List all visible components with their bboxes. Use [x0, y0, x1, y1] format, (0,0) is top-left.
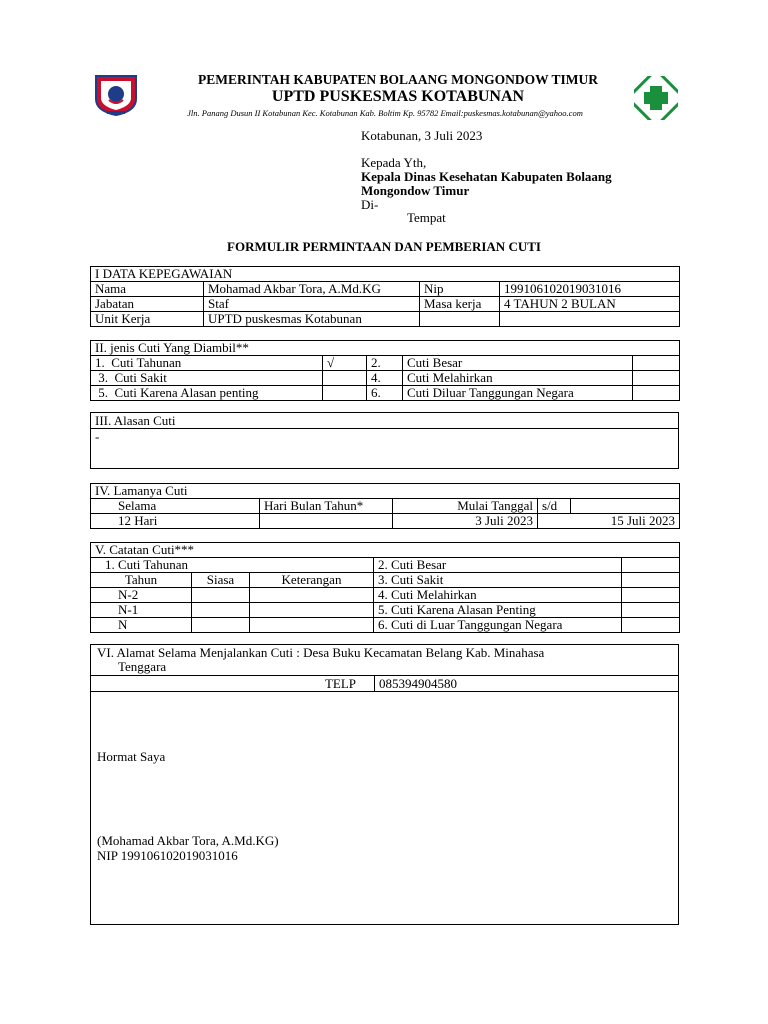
leave-option: Cuti Melahirkan	[403, 371, 633, 386]
field-label: Nip	[420, 282, 500, 297]
table-row	[91, 499, 680, 514]
column-header: Selama	[91, 499, 260, 514]
leave-address: VI. Alamat Selama Menjalankan Cuti : Desa Buku Kecamatan Belang Kab. Minahasa	[97, 645, 545, 660]
column-header: Siasa	[192, 573, 250, 588]
leave-checkbox[interactable]	[633, 371, 680, 386]
table-row	[91, 588, 680, 603]
section-heading: V. Catatan Cuti***	[91, 543, 680, 558]
leave-checkbox[interactable]	[633, 356, 680, 371]
column-header: s/d	[538, 499, 571, 514]
employee-data-table	[90, 266, 680, 327]
recipient-line-2: Mongondow Timur	[361, 183, 470, 198]
address-signature-box	[90, 644, 679, 925]
table-row	[91, 558, 680, 573]
leave-note-item: 5. Cuti Karena Alasan Penting	[374, 603, 622, 618]
closing-text: Hormat Saya	[97, 749, 166, 764]
leave-option-number: 4.	[367, 371, 403, 386]
column-header: Keterangan	[250, 573, 374, 588]
leave-note-item: 2. Cuti Besar	[374, 558, 622, 573]
telp-value: 085394904580	[379, 676, 457, 691]
reason-box	[90, 412, 679, 469]
column-header: Mulai Tanggal	[393, 499, 538, 514]
leave-checkbox[interactable]: √	[323, 356, 367, 371]
employee-tenure: 4 TAHUN 2 BULAN	[500, 297, 680, 312]
leave-address-cont: Tenggara	[118, 659, 167, 674]
section-heading: I DATA KEPEGAWAIAN	[91, 267, 680, 282]
signatory-nip: NIP 199106102019031016	[97, 848, 238, 863]
letter-greeting: Kepada Yth,	[361, 155, 427, 170]
leave-checkbox[interactable]	[633, 386, 680, 401]
leave-option: 1. Cuti Tahunan	[91, 356, 323, 371]
leave-option: 5. Cuti Karena Alasan penting	[91, 386, 323, 401]
table-row	[91, 371, 680, 386]
recipient-di: Di-	[361, 197, 379, 212]
column-header: Hari Bulan Tahun*	[260, 499, 393, 514]
field-label: Masa kerja	[420, 297, 500, 312]
leave-note-item: 3. Cuti Sakit	[374, 573, 622, 588]
year-label: N-1	[91, 603, 192, 618]
agency-name: PEMERINTAH KABUPATEN BOLAANG MONGONDOW TIMUR	[197, 72, 599, 87]
leave-note-item: 6. Cuti di Luar Tanggungan Negara	[374, 618, 622, 633]
office-address: Jln. Panang Dusun II Kotabunan Kec. Kotabunan Kab. Boltim Kp. 95782 Email:puskesmas.kotabunan@yahoo.com	[187, 108, 583, 118]
table-row	[91, 603, 680, 618]
employee-unit: UPTD puskesmas Kotabunan	[204, 312, 420, 327]
reason-value[interactable]: -	[95, 429, 100, 444]
leave-note-item: 4. Cuti Melahirkan	[374, 588, 622, 603]
employee-position: Staf	[204, 297, 420, 312]
leave-end-date: 15 Juli 2023	[538, 514, 680, 529]
leave-option: 3. Cuti Sakit	[91, 371, 323, 386]
leave-length: 12 Hari	[91, 514, 260, 529]
table-row	[91, 573, 680, 588]
table-row	[91, 386, 680, 401]
field-label: Nama	[91, 282, 204, 297]
leave-option: Cuti Besar	[403, 356, 633, 371]
section-heading: IV. Lamanya Cuti	[91, 484, 680, 499]
letter-date: Kotabunan, 3 Juli 2023	[361, 128, 483, 143]
section-heading: II. jenis Cuti Yang Diambil**	[91, 341, 680, 356]
recipient-line-1: Kepala Dinas Kesehatan Kabupaten Bolaang	[361, 169, 612, 184]
form-title: FORMULIR PERMINTAAN DAN PEMBERIAN CUTI	[227, 239, 541, 254]
leave-option-number: 2.	[367, 356, 403, 371]
leave-start-date: 3 Juli 2023	[393, 514, 538, 529]
leave-option-number: 6.	[367, 386, 403, 401]
employee-nip: 199106102019031016	[500, 282, 680, 297]
table-row	[91, 312, 680, 327]
puskesmas-cross-icon	[634, 76, 678, 120]
leave-checkbox[interactable]	[323, 386, 367, 401]
column-header: Tahun	[91, 573, 192, 588]
section-heading: III. Alasan Cuti	[91, 413, 678, 429]
table-row	[91, 618, 680, 633]
leave-type-table	[90, 340, 680, 401]
telp-label: TELP	[324, 676, 356, 691]
field-label: Unit Kerja	[91, 312, 204, 327]
annual-leave-label: 1. Cuti Tahunan	[91, 558, 374, 573]
office-name: UPTD PUSKESMAS KOTABUNAN	[271, 88, 525, 105]
table-row	[91, 356, 680, 371]
year-label: N	[91, 618, 192, 633]
leave-checkbox[interactable]	[323, 371, 367, 386]
table-row	[91, 282, 680, 297]
field-label: Jabatan	[91, 297, 204, 312]
year-label: N-2	[91, 588, 192, 603]
leave-option: Cuti Diluar Tanggungan Negara	[403, 386, 633, 401]
table-row	[91, 297, 680, 312]
leave-duration-table	[90, 483, 680, 529]
recipient-tempat: Tempat	[407, 210, 446, 225]
table-row	[91, 514, 680, 529]
signatory-name: (Mohamad Akbar Tora, A.Md.KG)	[97, 833, 279, 848]
leave-notes-table	[90, 542, 680, 633]
employee-name: Mohamad Akbar Tora, A.Md.KG	[204, 282, 420, 297]
